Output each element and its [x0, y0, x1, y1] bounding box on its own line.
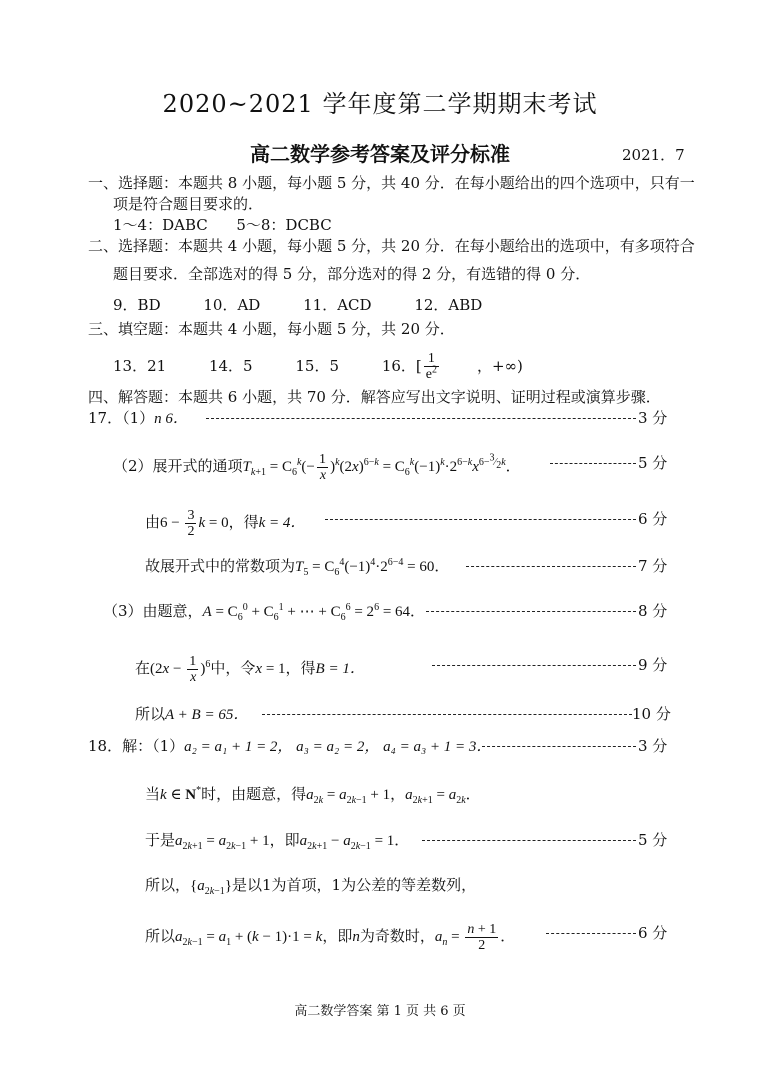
- q17-part3: （3）由题意，$A = C_6^0 + C_6^1$ + ⋯ + $C_6^6 = 2^6 = 64$．: [103, 602, 426, 623]
- answer-12: 12．ABD: [414, 296, 483, 314]
- section1-instructions-cont: 项是符合题目要求的．: [113, 195, 264, 213]
- score-18-1: 3 分: [638, 737, 668, 755]
- q17-part2: （2）展开式的通项$T_{k+1} = C_6^k(-$ $\frac{1}{x}$ )$^k(2x)^{6-k} = C_6^k(-1)^k\cdot 2^{6-k}x^{6-^3⁄_2k}$．: [113, 452, 521, 483]
- q17-result: 所以A + B = 65．: [135, 705, 249, 723]
- score-17-4: 7 分: [638, 557, 668, 575]
- score-leader: [422, 840, 636, 841]
- q17-part2-step: 由6 − $\frac{3}{2}$ k = 0，得k = 4．: [145, 508, 306, 539]
- answer-16: 16．[ $\frac{1}{e^2}$ ，+∞): [381, 351, 523, 382]
- q18-general-term: 所以$a_{2k-1} = a_1 + (k - 1)\cdot 1 = k$，即n为奇数时，$a_n$ = $\frac{n + 1}{2}$ ．: [145, 922, 516, 953]
- q17-part3-b: 在(2x − $\frac{1}{x}$ )$^6$中，令x = 1，得B = 1．: [135, 654, 365, 685]
- answer-14: 14．5: [208, 356, 253, 375]
- q17-part1: 17．（1）n 6．: [88, 409, 188, 427]
- score-leader: [550, 463, 636, 464]
- section2-instructions: 二、选择题：本题共 4 小题，每小题 5 分，共 20 分．在每小题给出的选项中，有多项符合: [88, 237, 695, 255]
- section3-answers: [113, 351, 561, 382]
- score-leader: [426, 611, 636, 612]
- q18-recurrence: 当k ∈ N*时，由题意，得$a_{2k} = a_{2k-1} + 1$，$a_{2k+1} = a_{2k}$．: [145, 785, 481, 806]
- q18-odd-terms: 于是$a_{2k+1} = a_{2k-1} + 1$，即$a_{2k+1} - a_{2k-1} = 1$．: [145, 831, 410, 852]
- score-leader: [262, 714, 632, 715]
- score-leader: [206, 418, 636, 419]
- score-17-3: 6 分: [638, 510, 668, 528]
- exam-date: 2021．7: [622, 146, 685, 164]
- answer-key-subtitle: 高二数学参考答案及评分标准: [250, 142, 510, 166]
- score-17-6: 9 分: [638, 656, 668, 674]
- score-leader: [325, 519, 636, 520]
- score-18-2: 5 分: [638, 831, 668, 849]
- q18-arith-seq: 所以，$\{a_{2k-1}\}$是以1为首项，1为公差的等差数列，: [145, 876, 477, 897]
- score-leader: [546, 933, 636, 934]
- page-footer: 高二数学答案 第 1 页 共 6 页: [294, 1004, 466, 1019]
- score-leader: [482, 746, 636, 747]
- score-17-2: 5 分: [638, 454, 668, 472]
- score-17-5: 8 分: [638, 602, 668, 620]
- section2-instructions-cont: 题目要求．全部选对的得 5 分，部分选对的得 2 分，有选错的得 0 分．: [113, 265, 591, 283]
- section1-instructions: 一、选择题：本题共 8 小题，每小题 5 分，共 40 分．在每小题给出的四个选项中，只有一: [88, 174, 695, 192]
- section2-answers: [113, 294, 520, 316]
- score-17-7: 10 分: [632, 705, 671, 723]
- section3-instructions: 三、填空题：本题共 4 小题，每小题 5 分，共 20 分．: [88, 320, 455, 338]
- section4-instructions: 四、解答题：本题共 6 小题，共 70 分．解答应写出文字说明、证明过程或演算步骤．: [88, 388, 661, 406]
- score-leader: [432, 665, 636, 666]
- answer-10: 10．AD: [203, 296, 261, 314]
- q17-constant-term: 故展开式中的常数项为$T_5 = C_6^4(-1)^4\cdot 2^{6-4} = 60$．: [145, 557, 450, 578]
- q18-part1: 18．解：（1）a₂ = a₁ + 1 = 2， a₃ = a₂ = 2， a₄ = a₃ + 1 = 3．: [88, 737, 492, 755]
- answer-13: 13．21: [113, 356, 167, 375]
- exam-title: 2020~2021 学年度第二学期期末考试: [162, 90, 598, 118]
- score-leader: [466, 566, 636, 567]
- answer-11: 11．ACD: [303, 296, 372, 314]
- score-18-3: 6 分: [638, 924, 668, 942]
- answer-9: 9．BD: [113, 296, 161, 314]
- section1-answers: 1～4：DABC 5～8：DCBC: [113, 216, 332, 234]
- answer-15: 15．5: [295, 356, 340, 375]
- score-17-1: 3 分: [638, 409, 668, 427]
